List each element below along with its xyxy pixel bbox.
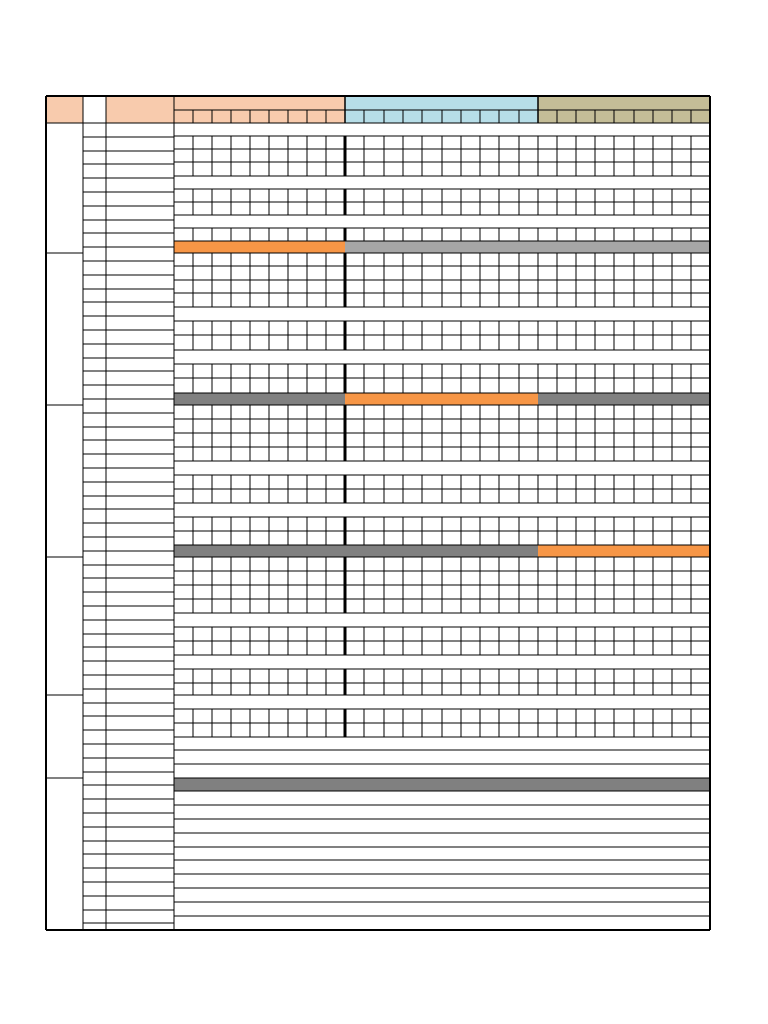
bar-row-4-segment-1: [174, 778, 710, 791]
bar-row-1-segment-2: [345, 241, 710, 253]
header-cell-a: [46, 96, 83, 123]
grid-lines-layer: [46, 96, 710, 930]
header-cell-c: [106, 96, 174, 123]
bar-row-3-segment-1: [174, 545, 538, 557]
bar-row-2-segment-3: [538, 393, 710, 405]
bar-row-3-segment-2: [538, 545, 710, 557]
bar-row-1-segment-1: [174, 241, 345, 253]
fills-layer: [46, 96, 710, 791]
bar-row-2-segment-1: [174, 393, 345, 405]
bar-row-2-segment-2: [345, 393, 538, 405]
